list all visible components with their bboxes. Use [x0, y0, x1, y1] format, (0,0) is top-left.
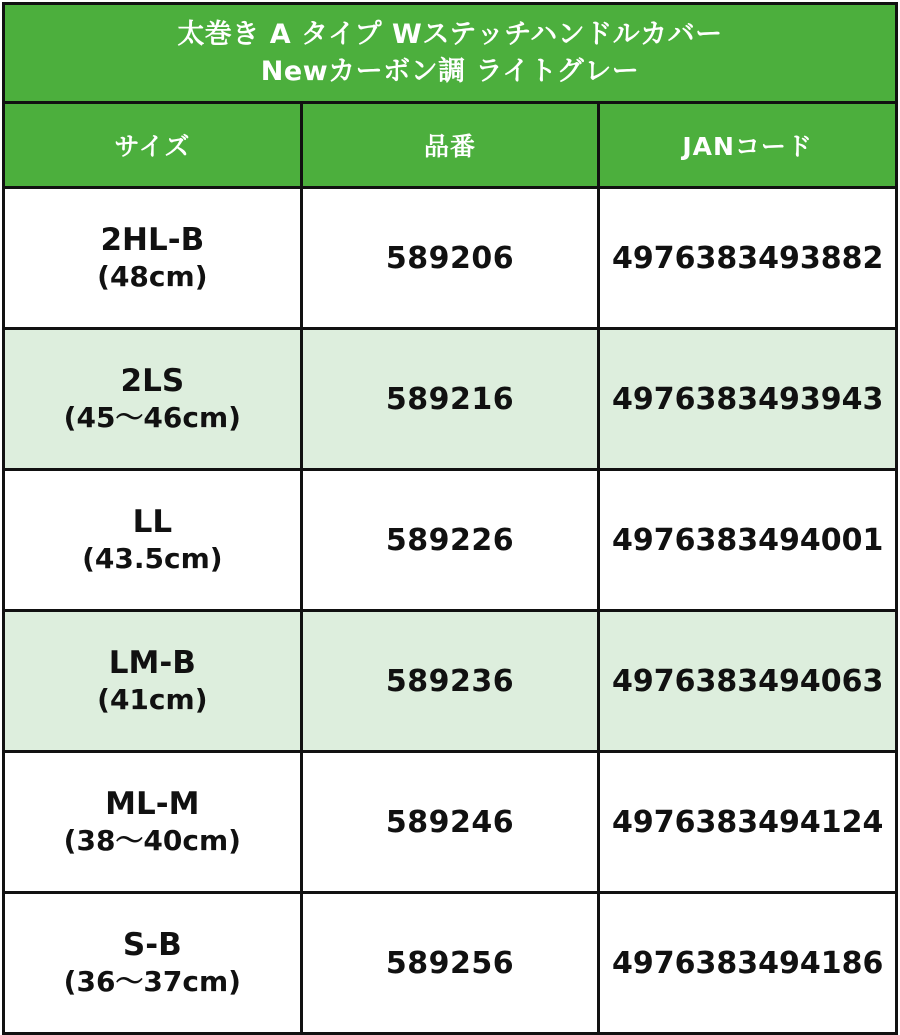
cell-jan-code: 4976383493882 — [599, 188, 897, 329]
product-title-line1: 太巻き A タイプ Wステッチハンドルカバー — [177, 18, 723, 50]
header-row — [4, 103, 897, 188]
cell-product-code: 589226 — [301, 470, 599, 611]
size-name: 2LS — [120, 362, 185, 399]
cell-size — [4, 329, 302, 470]
cell-product-code: 589256 — [301, 893, 599, 1034]
size-name: 2HL-B — [100, 221, 205, 258]
cell-jan-code: 4976383494186 — [599, 893, 897, 1034]
size-name: LM-B — [108, 644, 196, 681]
cell-product-code: 589206 — [301, 188, 599, 329]
product-title-line2: Newカーボン調 ライトグレー — [260, 56, 640, 87]
product-spec-table — [2, 2, 898, 1035]
size-dimension: (36〜37cm) — [63, 965, 241, 999]
table-row — [4, 329, 897, 470]
cell-size — [4, 470, 302, 611]
cell-product-code: 589216 — [301, 329, 599, 470]
cell-size — [4, 893, 302, 1034]
size-dimension: (38〜40cm) — [63, 824, 241, 858]
product-title — [4, 4, 897, 103]
cell-jan-code: 4976383494001 — [599, 470, 897, 611]
size-dimension: (41cm) — [97, 683, 208, 717]
size-dimension: (45〜46cm) — [63, 401, 241, 435]
table-row — [4, 188, 897, 329]
table-row — [4, 752, 897, 893]
cell-size — [4, 611, 302, 752]
cell-jan-code: 4976383494124 — [599, 752, 897, 893]
cell-size — [4, 752, 302, 893]
column-header-size: サイズ — [4, 103, 302, 188]
size-dimension: (48cm) — [97, 260, 208, 294]
size-name: LL — [132, 503, 173, 540]
cell-jan-code: 4976383493943 — [599, 329, 897, 470]
table-row — [4, 893, 897, 1034]
size-name: ML-M — [105, 785, 200, 822]
size-name: S-B — [122, 926, 182, 963]
table-body — [4, 4, 897, 1034]
title-row — [4, 4, 897, 103]
cell-jan-code: 4976383494063 — [599, 611, 897, 752]
cell-product-code: 589246 — [301, 752, 599, 893]
size-dimension: (43.5cm) — [82, 542, 223, 576]
table-row — [4, 470, 897, 611]
cell-product-code: 589236 — [301, 611, 599, 752]
cell-size — [4, 188, 302, 329]
column-header-jan: JANコード — [599, 103, 897, 188]
column-header-code: 品番 — [301, 103, 599, 188]
table-row — [4, 611, 897, 752]
